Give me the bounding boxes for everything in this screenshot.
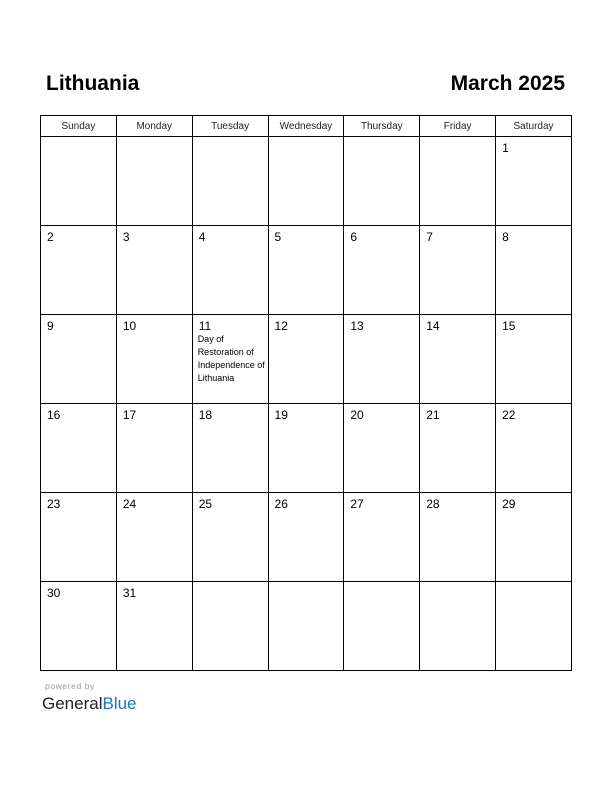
day-number: 2	[47, 230, 54, 244]
day-cell	[116, 226, 192, 315]
day-cell	[116, 493, 192, 582]
day-number: 7	[426, 230, 433, 244]
calendar-grid	[40, 115, 572, 671]
day-number: 12	[274, 319, 288, 333]
day-cell	[344, 315, 420, 404]
day-number: 29	[502, 497, 516, 511]
week-row	[41, 404, 572, 493]
day-number: 18	[198, 408, 213, 422]
brand-name-blue: Blue	[102, 694, 137, 713]
day-number: 9	[47, 319, 54, 333]
day-cell	[192, 493, 268, 582]
day-number: 14	[426, 319, 440, 333]
month-year-title: March 2025	[450, 72, 565, 95]
day-cell	[268, 226, 344, 315]
week-row	[41, 315, 572, 404]
day-number: 31	[122, 586, 137, 600]
weekday-header: Thursday	[344, 116, 420, 137]
empty-day-cell	[192, 137, 268, 226]
footer-branding	[42, 681, 137, 714]
day-cell	[496, 404, 572, 493]
day-cell	[41, 226, 117, 315]
day-number: 23	[47, 497, 61, 511]
day-number: 22	[502, 408, 516, 422]
empty-day-cell	[192, 582, 268, 671]
brand-name-general: General	[42, 694, 103, 713]
day-number: 11	[198, 319, 212, 333]
day-cell	[116, 315, 192, 404]
day-cell	[41, 404, 117, 493]
week-row	[41, 226, 572, 315]
brand-logo	[42, 694, 137, 714]
empty-day-cell	[420, 582, 496, 671]
day-cell	[496, 226, 572, 315]
day-number: 5	[274, 230, 282, 244]
day-cell	[268, 315, 344, 404]
day-number: 26	[274, 497, 288, 511]
day-number: 6	[350, 230, 358, 244]
day-cell	[344, 493, 420, 582]
day-number: 24	[122, 497, 137, 511]
day-cell	[420, 404, 496, 493]
day-number: 20	[350, 408, 364, 422]
day-cell	[192, 315, 268, 404]
holiday-label: Day of Restoration of Independence of Lithuania	[197, 334, 265, 383]
week-row	[41, 582, 572, 671]
country-title: Lithuania	[46, 72, 140, 95]
weekday-header: Friday	[420, 116, 496, 137]
day-cell	[116, 582, 192, 671]
day-number: 8	[502, 230, 509, 244]
day-cell	[496, 137, 572, 226]
day-number: 1	[502, 141, 509, 155]
empty-day-cell	[496, 582, 572, 671]
day-number: 28	[426, 497, 440, 511]
day-cell	[344, 226, 420, 315]
day-number: 3	[122, 230, 130, 244]
weekday-header: Monday	[116, 116, 192, 137]
empty-day-cell	[268, 582, 344, 671]
day-cell	[41, 315, 117, 404]
day-cell	[116, 404, 192, 493]
calendar-body	[41, 137, 572, 671]
empty-day-cell	[344, 582, 420, 671]
day-cell	[192, 226, 268, 315]
weekday-header-row	[41, 116, 572, 137]
day-number: 21	[426, 408, 440, 422]
powered-by-text: powered by	[45, 681, 95, 691]
day-cell	[420, 315, 496, 404]
day-number: 13	[350, 319, 364, 333]
day-number: 10	[122, 319, 137, 333]
day-cell	[344, 404, 420, 493]
empty-day-cell	[420, 137, 496, 226]
empty-day-cell	[41, 137, 117, 226]
day-cell	[420, 493, 496, 582]
day-cell	[41, 582, 117, 671]
day-cell	[192, 404, 268, 493]
day-cell	[41, 493, 117, 582]
weekday-header: Wednesday	[268, 116, 344, 137]
day-cell	[496, 315, 572, 404]
day-cell	[420, 226, 496, 315]
day-number: 19	[274, 408, 288, 422]
day-cell	[268, 404, 344, 493]
day-cell	[496, 493, 572, 582]
day-number: 16	[47, 408, 61, 422]
day-number: 27	[350, 497, 364, 511]
day-number: 4	[198, 230, 206, 244]
empty-day-cell	[344, 137, 420, 226]
day-number: 25	[198, 497, 213, 511]
day-number: 15	[502, 319, 516, 333]
week-row	[41, 137, 572, 226]
day-number: 17	[122, 408, 137, 422]
weekday-header: Tuesday	[192, 116, 268, 137]
empty-day-cell	[116, 137, 192, 226]
week-row	[41, 493, 572, 582]
weekday-header: Sunday	[41, 116, 117, 137]
day-cell	[268, 493, 344, 582]
day-number: 30	[47, 586, 61, 600]
weekday-header: Saturday	[496, 116, 572, 137]
empty-day-cell	[268, 137, 344, 226]
